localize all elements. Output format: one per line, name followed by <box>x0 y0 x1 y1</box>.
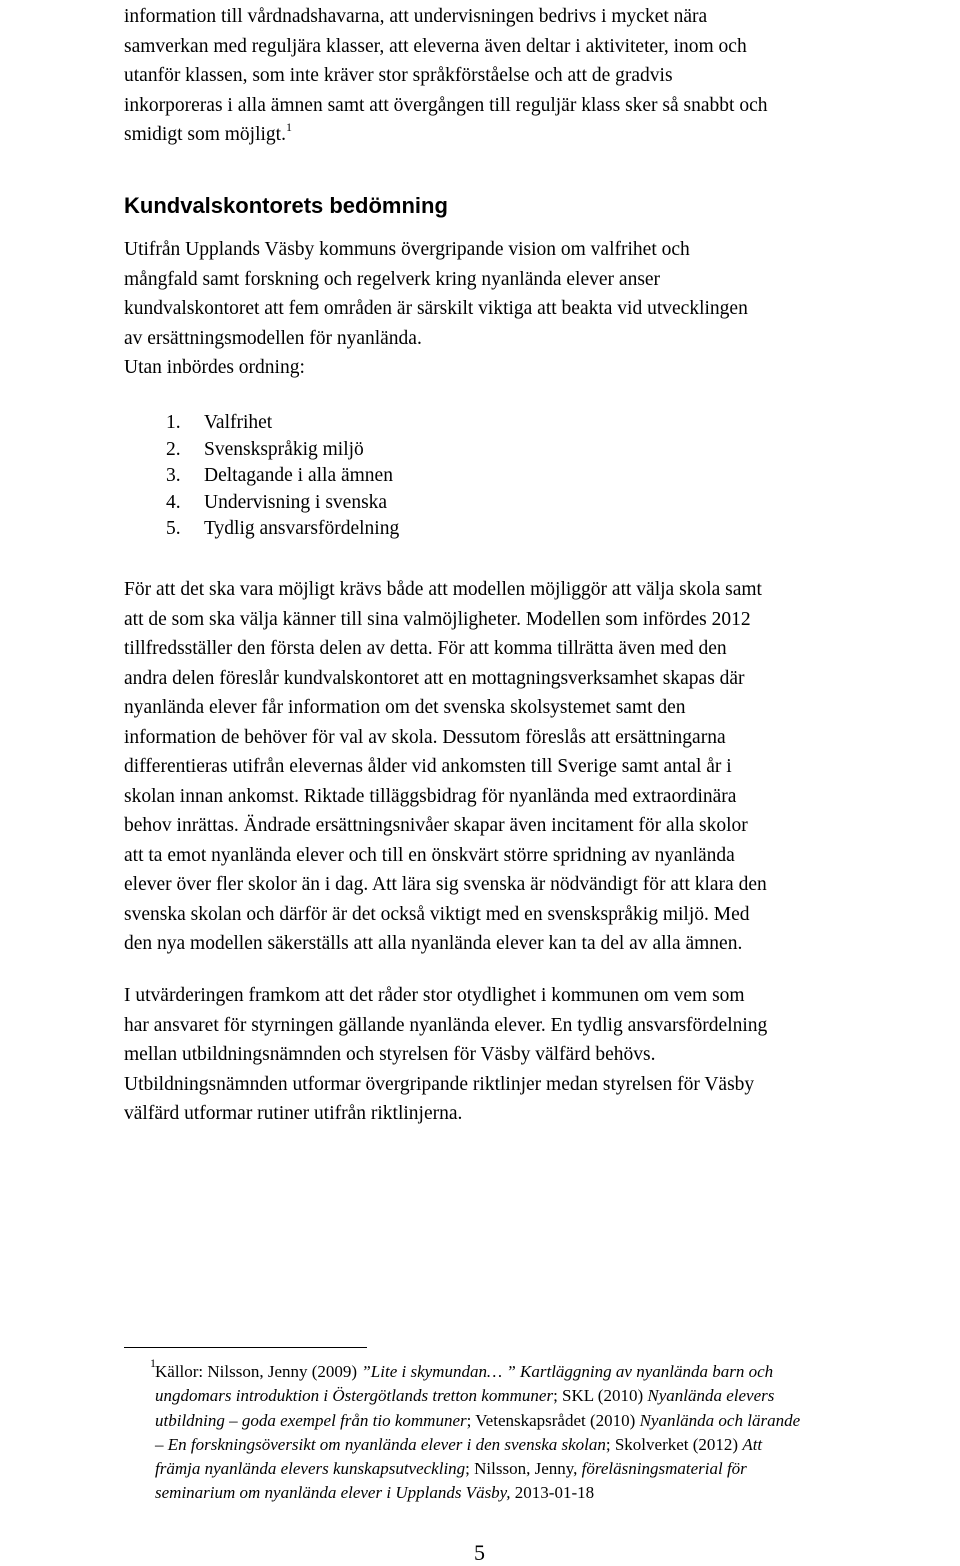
list-item <box>166 490 399 517</box>
proposal-paragraph <box>124 575 960 959</box>
footnote-title: föreläsningsmaterial för <box>581 1459 747 1479</box>
text-line <box>124 120 960 150</box>
list-text: Valfrihet <box>204 412 273 433</box>
list-number: 1. <box>166 412 181 433</box>
list-text: Svenskspråkig miljö <box>204 438 364 460</box>
footnote-line <box>155 1433 960 1457</box>
priority-list <box>166 410 400 543</box>
text-line: svenska skolan och därför är det också viktigt med en svenskspråkig miljö. Med <box>124 903 750 925</box>
text-line: av ersättningsmodellen för nyanlända. <box>124 327 422 349</box>
footnote-line <box>155 1384 960 1408</box>
footnote-text: ; Skolverket (2012) <box>605 1434 743 1454</box>
list-number: 4. <box>166 491 181 513</box>
text-line: att de som ska välja känner till sina valmöjligheter. Modellen som infördes 2012 <box>124 608 751 630</box>
footnote-reference[interactable]: 1 <box>285 120 292 134</box>
text-line: att ta emot nyanlända elever och till en önskvärt större spridning av nyanlända <box>124 844 735 866</box>
text-line: nyanlända elever får information om det svenska skolsystemet samt den <box>124 697 686 718</box>
text-line: den nya modellen säkerställs att alla nyanlända elever kan ta del av alla ämnen. <box>124 933 743 954</box>
text-line: mångfald samt forskning och regelverk kring nyanlända elever anser <box>124 268 661 290</box>
text-line: Utifrån Upplands Väsby kommuns övergripande vision om valfrihet och <box>124 239 690 260</box>
footnote-title: främja nyanlända elevers kunskapsutveckling <box>155 1459 466 1479</box>
footnote-title: Nyanlända och lärande <box>639 1410 801 1430</box>
text-line: information de behöver för val av skola. Dessutom föreslås att ersättningarna <box>124 726 726 748</box>
text-line: andra delen föreslår kundvalskontoret att en mottagningsverksamhet skapas där <box>124 667 745 689</box>
footnote-text: 2013-01-18 <box>510 1483 595 1503</box>
text-line: mellan utbildningsnämnden och styrelsen för Väsby välfärd behövs. <box>124 1044 656 1065</box>
text-line: information till vårdnadshavarna, att undervisningen bedrivs i mycket nära <box>124 6 708 27</box>
footnote-title: seminarium om nyanlända elever i Upplands Väsby, <box>155 1483 511 1503</box>
list-number: 5. <box>166 518 181 539</box>
footnote-text: ; SKL (2010) <box>553 1386 648 1406</box>
footnote-title: Att <box>742 1434 763 1454</box>
list-text: Undervisning i svenska <box>204 491 388 513</box>
page-number: 5 <box>474 1540 485 1565</box>
footnote-separator <box>124 1347 367 1348</box>
text-line: har ansvaret för styrningen gällande nyanlända elever. En tydlig ansvarsfördelning <box>124 1014 768 1036</box>
text-line: utanför klassen, som inte kräver stor språkförståelse och att de gradvis <box>124 65 673 86</box>
footnote-title: ungdomars introduktion i Östergötlands tretton kommuner <box>155 1386 554 1406</box>
footnote <box>155 1360 960 1506</box>
text-span: smidigt som möjligt. <box>124 124 286 145</box>
list-item <box>166 463 399 490</box>
list-text: Deltagande i alla ämnen <box>204 465 393 486</box>
assessment-paragraph <box>124 235 960 383</box>
text-line: Utbildningsnämnden utformar övergripande riktlinjer medan styrelsen för Väsby <box>124 1073 755 1095</box>
text-line: skolan innan ankomst. Riktade tilläggsbidrag för nyanlända med extraordinära <box>124 785 737 807</box>
text-line: differentieras utifrån elevernas ålder vid ankomsten till Sverige samt antal år i <box>124 756 732 777</box>
list-text: Tydlig ansvarsfördelning <box>204 518 400 539</box>
list-number: 2. <box>166 438 181 460</box>
footnote-title: – En forskningsöversikt om nyanlända elever i den svenska skolan <box>155 1434 606 1454</box>
list-item <box>166 437 399 464</box>
footnote-text: ; Vetenskapsrådet (2010) <box>466 1410 640 1430</box>
text-line: behov inrättas. Ändrade ersättningsnivåer skapar även incitament för alla skolor <box>124 815 748 836</box>
list-item <box>166 410 399 437</box>
evaluation-paragraph <box>124 981 960 1129</box>
text-line: välfärd utformar rutiner utifrån riktlinjerna. <box>124 1103 463 1124</box>
intro-paragraph <box>124 2 960 150</box>
text-line: inkorporeras i alla ämnen samt att övergången till reguljär klass sker så snabbt och <box>124 94 768 116</box>
list-item <box>166 516 400 543</box>
footnote-title: Nyanlända elevers <box>647 1386 775 1406</box>
text-line: samverkan med reguljära klasser, att eleverna även deltar i aktiviteter, inom och <box>124 35 747 57</box>
list-number: 3. <box>166 465 181 486</box>
footnote-line <box>155 1481 960 1505</box>
footnote-line <box>155 1360 960 1384</box>
footnote-text: ; Nilsson, Jenny, <box>465 1459 582 1479</box>
section-heading: Kundvalskontorets bedömning <box>124 193 448 218</box>
footnote-line <box>155 1457 960 1481</box>
text-line: kundvalskontoret att fem områden är särskilt viktiga att beakta vid utvecklingen <box>124 298 748 319</box>
footnote-marker: 1 <box>150 1356 156 1370</box>
footnote-title: utbildning – goda exempel från tio kommuner <box>155 1410 467 1430</box>
text-line: I utvärderingen framkom att det råder stor otydlighet i kommunen om vem som <box>124 985 745 1006</box>
text-line: För att det ska vara möjligt krävs både att modellen möjliggör att välja skola samt <box>124 579 762 600</box>
footnote-text: Källor: Nilsson, Jenny (2009) <box>155 1362 362 1381</box>
footnote-title: ”Lite i skymundan… ” Kartläggning av nyanlända barn och <box>361 1362 774 1381</box>
footnote-line <box>155 1409 960 1433</box>
text-line: tillfredsställer den första delen av detta. För att komma tillrätta även med den <box>124 638 727 659</box>
text-line: elever över fler skolor än i dag. Att lära sig svenska är nödvändigt för att klara den <box>124 874 767 895</box>
text-line: Utan inbördes ordning: <box>124 357 305 378</box>
